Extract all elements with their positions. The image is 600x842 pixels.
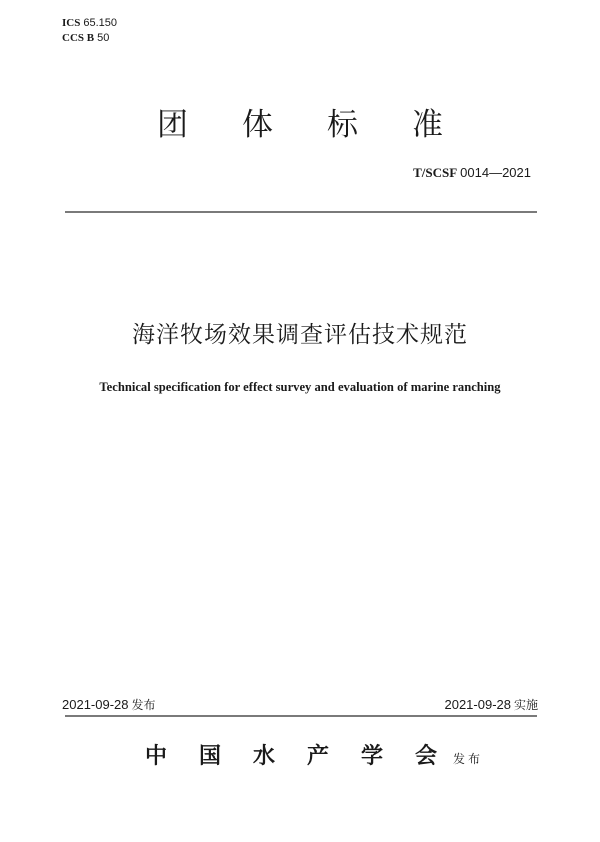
standard-type-char: 标 [327, 107, 358, 143]
title-chinese: 海洋牧场效果调查评估技术规范 [132, 322, 468, 348]
ics-value: 65.150 [83, 17, 117, 29]
implement-date: 2021-09-28 [444, 697, 511, 712]
publisher-char: 产 [306, 743, 329, 769]
standard-type-char: 团 [157, 107, 188, 143]
date-row [62, 696, 538, 714]
release-label: 发布 [131, 698, 156, 712]
ics-code [62, 16, 117, 31]
publisher-char: 国 [198, 743, 221, 769]
standard-type-heading [0, 105, 600, 145]
publisher-char: 会 [415, 743, 438, 769]
ccs-label: CCS B [62, 32, 95, 44]
standard-number [413, 165, 531, 181]
standard-number-prefix: T/SCSF [413, 165, 458, 180]
publisher-char: 学 [361, 743, 384, 769]
standard-type-char: 体 [242, 107, 273, 143]
standard-number-value: 0014—2021 [460, 165, 531, 180]
publisher-char: 中 [144, 743, 167, 769]
top-divider [65, 211, 537, 213]
ccs-code [62, 31, 117, 46]
classification-codes [62, 16, 117, 46]
ics-label: ICS [62, 17, 81, 29]
ccs-value: 50 [97, 32, 110, 44]
publisher-suffix: 发布 [453, 752, 484, 766]
release-date: 2021-09-28 [62, 697, 129, 712]
release-date-block [62, 696, 156, 714]
standard-type-char: 准 [412, 107, 443, 143]
implement-label: 实施 [513, 698, 538, 712]
publisher [0, 740, 600, 772]
bottom-divider [65, 715, 537, 717]
title-english: Technical specification for effect survey and evaluation of marine ranching [99, 380, 501, 394]
publisher-char: 水 [252, 743, 275, 769]
implement-date-block [444, 696, 538, 714]
